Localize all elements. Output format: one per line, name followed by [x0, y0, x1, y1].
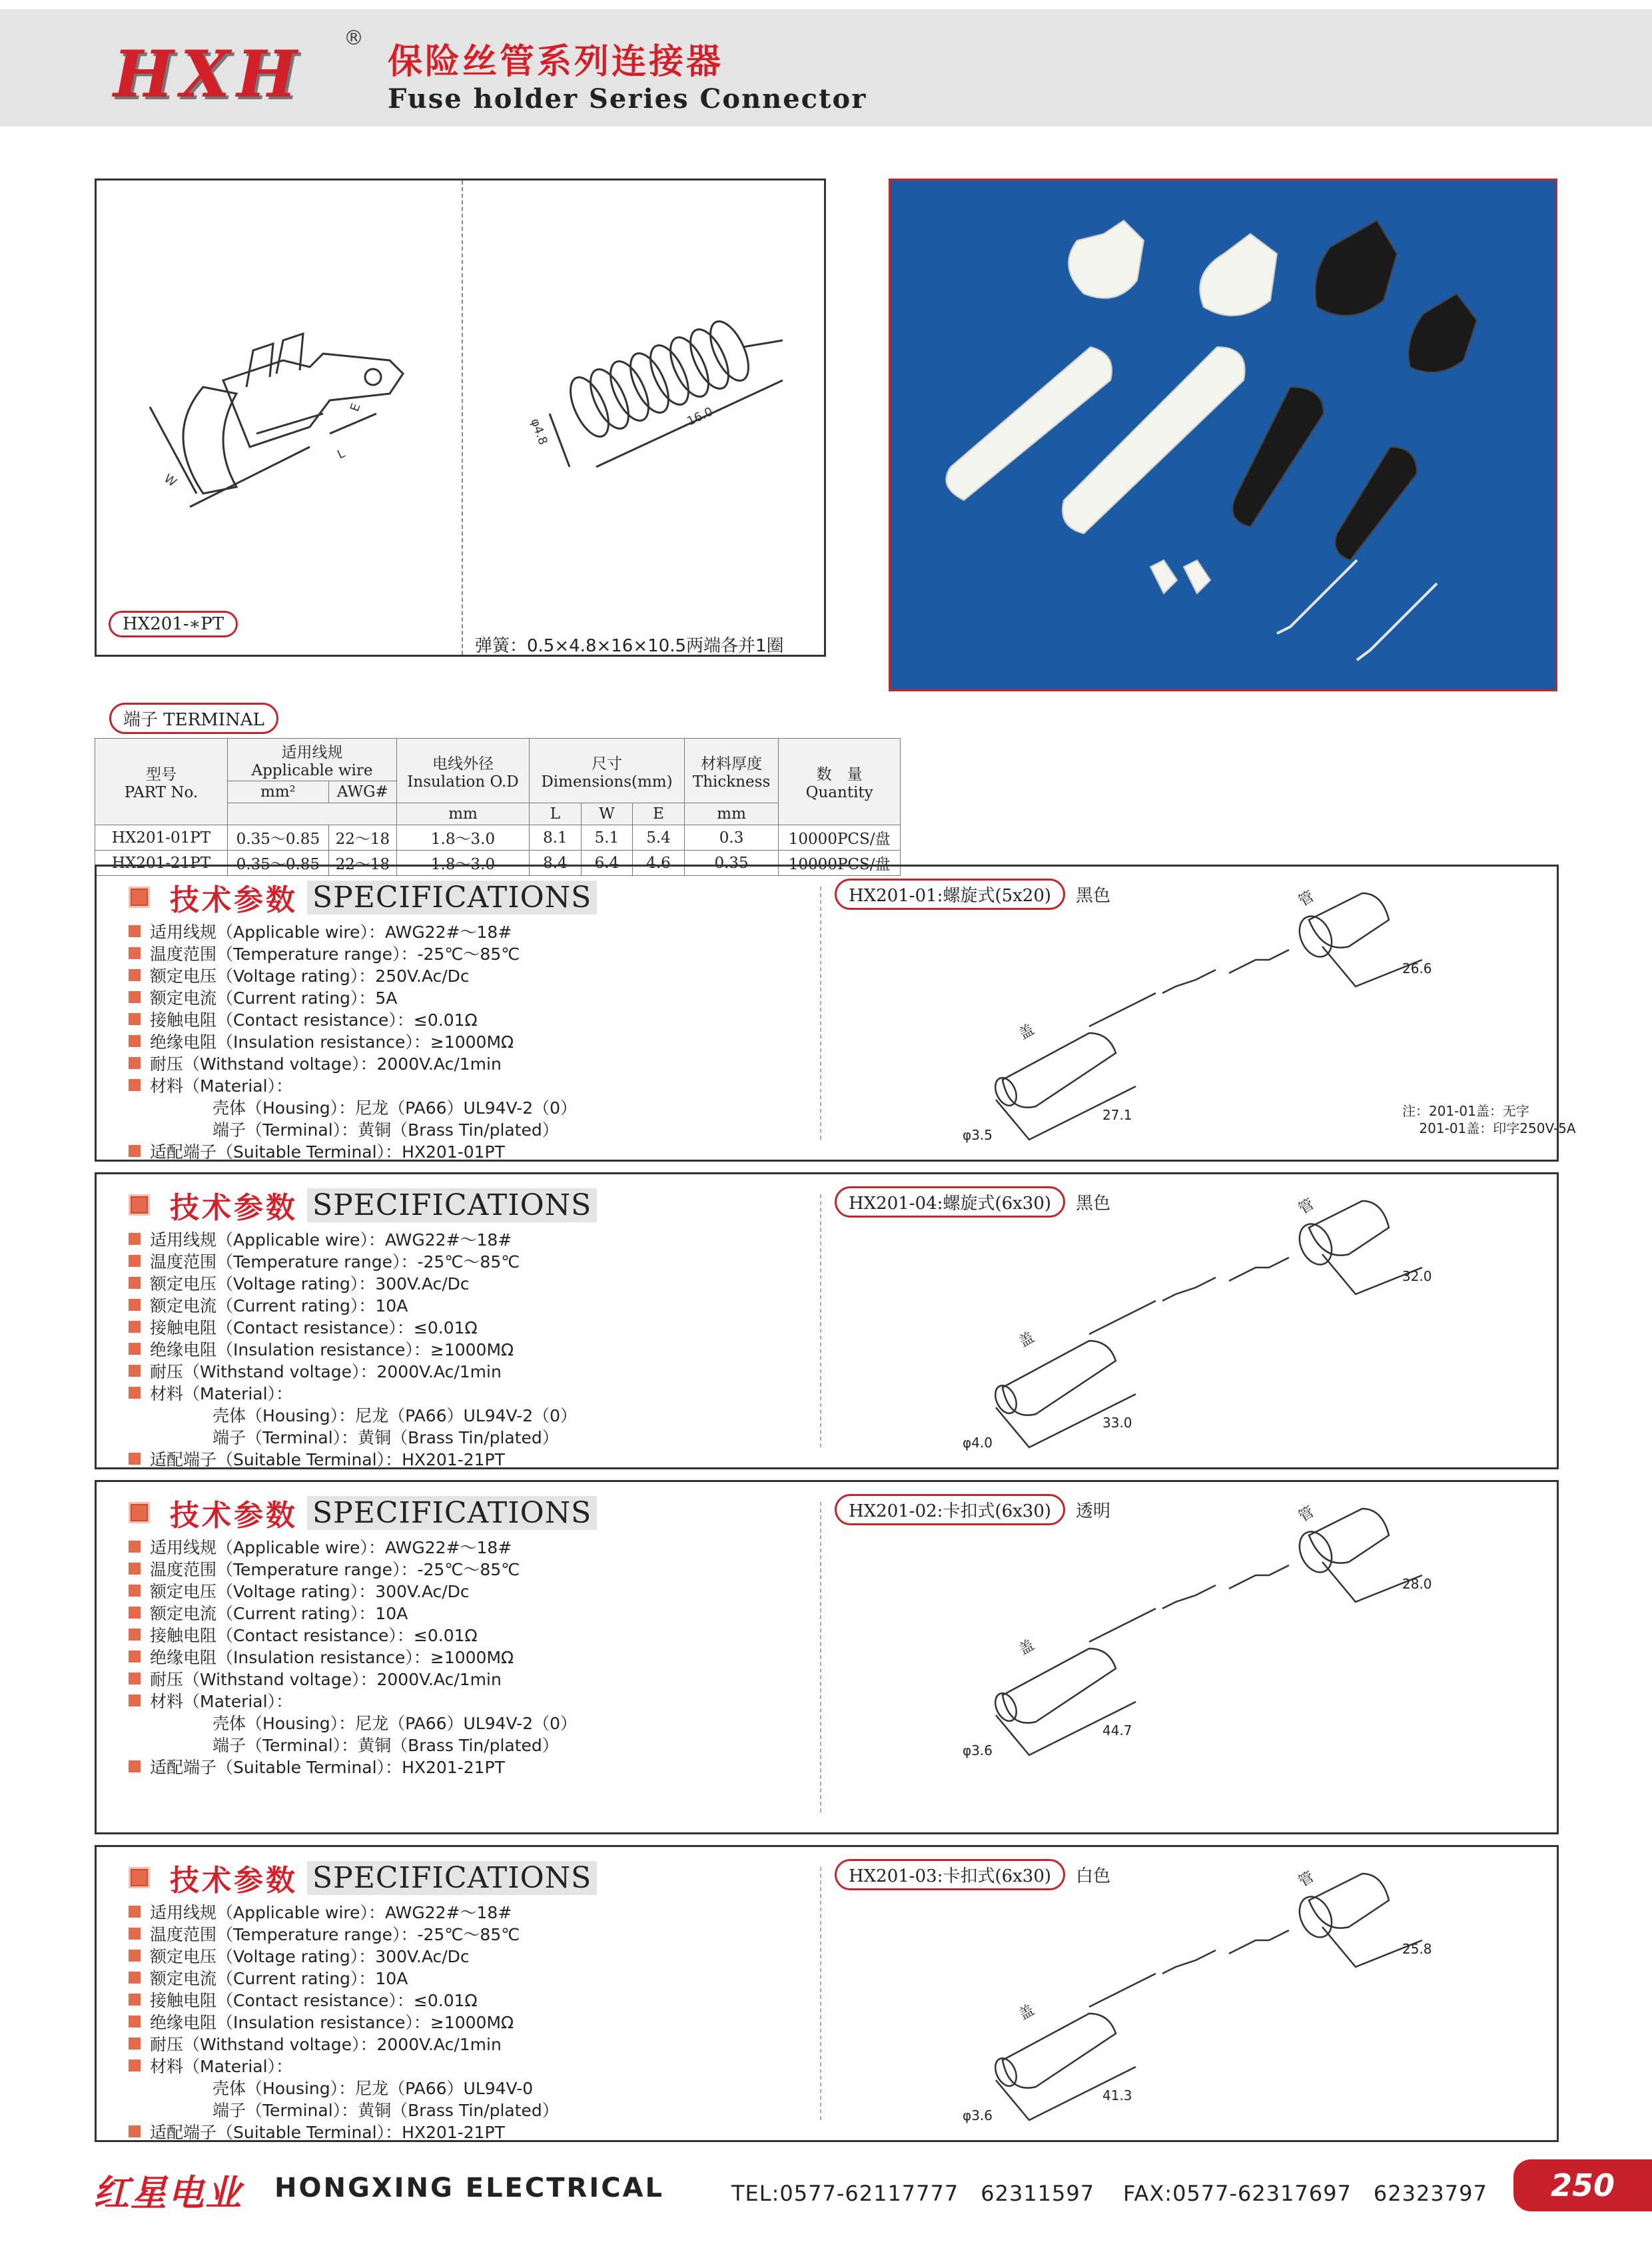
spec-row [129, 1008, 577, 1030]
spec-row-text: 适用线规（Applicable wire）：AWG22#～18# [150, 1902, 512, 1922]
spec-row-text: 端子（Terminal）：黄铜（Brass Tin/plated） [212, 1735, 559, 1755]
spec-row-text: 壳体（Housing）：尼龙（PA66）UL94V-2（0） [212, 1713, 578, 1733]
spec-row-text: 端子（Terminal）：黄铜（Brass Tin/plated） [212, 1427, 559, 1447]
square-bullet-icon [129, 1502, 150, 1523]
spec-row [129, 2120, 559, 2142]
bullet-icon [129, 1365, 141, 1377]
spec-row [129, 1359, 577, 1381]
spec-row-text: 额定电压（Voltage rating）：300V.Ac/Dc [150, 1274, 470, 1294]
bullet-icon [129, 1233, 141, 1245]
square-bullet-icon [129, 1194, 150, 1216]
spec-heading-cn: 技术参数 [170, 1499, 298, 1533]
spec-row [129, 986, 577, 1008]
dim-tube-length: 26.6 [1402, 960, 1432, 976]
spec-row [129, 1118, 577, 1140]
bullet-icon [129, 1079, 141, 1091]
cap-label: 盖 [1016, 2002, 1038, 2024]
cap-label: 盖 [1016, 1021, 1038, 1044]
bullet-icon [129, 1585, 141, 1597]
col-dim-en: Dimensions(mm) [541, 773, 673, 791]
spec-divider [820, 1867, 821, 2120]
spec-row [129, 1074, 577, 1096]
spec-row-text: 绝缘电阻（Insulation resistance）：≥1000MΩ [150, 1647, 514, 1667]
spec-heading-en: SPECIFICATIONS [307, 881, 597, 915]
dim-cap-length: 33.0 [1102, 1415, 1132, 1431]
bullet-icon [129, 1145, 141, 1157]
col-thk-cn: 材料厚度 [701, 755, 763, 773]
bullet-icon [129, 947, 141, 959]
col-thk-unit: mm [684, 803, 779, 825]
col-awg: AWG# [328, 781, 396, 803]
spec-row [129, 1922, 559, 1944]
spec-heading [129, 1856, 597, 1899]
page-number: 250 [1513, 2159, 1652, 2211]
bullet-icon [129, 2125, 141, 2137]
dim-tube-length: 28.0 [1402, 1576, 1432, 1592]
spec-panel [95, 865, 1576, 1162]
spec-row-text: 壳体（Housing）：尼龙（PA66）UL94V-0 [212, 2078, 534, 2098]
cell-qty: 10000PCS/盘 [779, 825, 901, 851]
cell-awg: 22～18 [328, 851, 396, 876]
spec-row [129, 1425, 577, 1447]
spec-row [129, 1755, 577, 1777]
footer-brand-cn: 红星电业 [93, 2172, 242, 2214]
bullet-icon [129, 925, 141, 937]
spec-row [129, 1900, 559, 1922]
spec-heading-cn: 技术参数 [170, 1864, 298, 1898]
spec-row-text: 端子（Terminal）：黄铜（Brass Tin/plated） [212, 1120, 559, 1140]
brand-logo: HXH [113, 37, 304, 112]
spec-row-text: 材料（Material）： [150, 1383, 293, 1403]
spec-divider [820, 1194, 821, 1447]
square-bullet-icon [129, 1867, 150, 1888]
dim-cap-diameter: φ3.6 [963, 2107, 993, 2123]
col-od-en: Insulation O.D [407, 773, 519, 791]
bullet-icon [129, 1299, 141, 1311]
spec-row [129, 2032, 559, 2054]
page-title-en: Fuse holder Series Connector [388, 83, 867, 115]
tube-label: 管 [1296, 1196, 1318, 1218]
bullet-icon [129, 1453, 141, 1465]
footer-brand-en: HONGXING ELECTRICAL [274, 2173, 665, 2203]
spec-row [129, 2098, 559, 2120]
col-wire-cn: 适用线规 [281, 744, 343, 761]
bullet-icon [129, 1343, 141, 1355]
col-w: W [581, 803, 633, 825]
spec-row [129, 1403, 577, 1425]
terminal-table [95, 738, 901, 876]
bullet-icon [129, 1057, 141, 1069]
bullet-icon [129, 1928, 141, 1940]
footer-fax: FAX:0577-62317697 62323797 [1123, 2181, 1487, 2206]
exploded-view-drawing [923, 1860, 1495, 2131]
model-tag-label: HX201-03:卡扣式(6x30) [835, 1859, 1065, 1890]
dim-tube-length: 25.8 [1402, 1941, 1432, 1957]
spec-row-text: 温度范围（Temperature range）：-25℃～85℃ [150, 944, 520, 964]
cell-od: 1.8～3.0 [396, 825, 529, 851]
dim-l-label: L [335, 446, 348, 462]
drawings-divider [462, 181, 463, 655]
bullet-icon [129, 1906, 141, 1918]
spec-row-text: 壳体（Housing）：尼龙（PA66）UL94V-2（0） [212, 1098, 578, 1118]
spec-row [129, 1447, 577, 1469]
spec-row [129, 1623, 577, 1645]
bullet-icon [129, 1277, 141, 1289]
spec-row [129, 1988, 559, 2010]
spec-row [129, 1535, 577, 1557]
spec-row-text: 额定电流（Current rating）：5A [150, 988, 398, 1008]
bullet-icon [129, 2016, 141, 2028]
spec-row [129, 1250, 577, 1272]
model-tag-label: HX201-02:卡扣式(6x30) [835, 1494, 1065, 1525]
spec-row-text: 温度范围（Temperature range）：-25℃～85℃ [150, 1559, 520, 1579]
page-title-cn: 保险丝管系列连接器 [388, 42, 724, 82]
cell-od: 1.8～3.0 [396, 851, 529, 876]
spec-row-text: 接触电阻（Contact resistance）：≤0.01Ω [150, 1010, 478, 1030]
spec-row-text: 耐压（Withstand voltage）：2000V.Ac/1min [150, 1669, 502, 1689]
bullet-icon [129, 1541, 141, 1553]
spec-row [129, 1337, 577, 1359]
square-bullet-icon [129, 887, 150, 908]
spec-row-text: 额定电压（Voltage rating）：250V.Ac/Dc [150, 966, 470, 986]
spec-row-text: 额定电流（Current rating）：10A [150, 1603, 408, 1623]
bullet-icon [129, 1651, 141, 1663]
model-color: 黑色 [1076, 1194, 1111, 1214]
registered-mark: ® [344, 27, 364, 50]
spec-row-text: 接触电阻（Contact resistance）：≤0.01Ω [150, 1625, 478, 1645]
model-color: 白色 [1076, 1866, 1111, 1886]
col-l: L [530, 803, 582, 825]
product-photo [889, 179, 1557, 691]
spec-row-text: 壳体（Housing）：尼龙（PA66）UL94V-2（0） [212, 1405, 578, 1425]
footer-tel: TEL:0577-62117777 62311597 [731, 2181, 1095, 2206]
model-tag-label: HX201-04:螺旋式(6x30) [835, 1186, 1065, 1218]
spec-row-text: 材料（Material）： [150, 1076, 293, 1096]
spec-row [129, 1228, 577, 1250]
dim-w-label: W [161, 471, 179, 490]
spec-row-text: 温度范围（Temperature range）：-25℃～85℃ [150, 1924, 520, 1944]
dim-cap-length: 27.1 [1102, 1107, 1132, 1123]
spec-row [129, 2054, 559, 2076]
col-dim-cn: 尺寸 [591, 755, 622, 773]
bullet-icon [129, 1607, 141, 1619]
cell-e: 5.4 [633, 825, 685, 851]
col-od-unit: mm [396, 803, 529, 825]
bullet-icon [129, 1321, 141, 1333]
spec-heading-cn: 技术参数 [170, 883, 298, 917]
spec-row-text: 绝缘电阻（Insulation resistance）：≥1000MΩ [150, 2012, 514, 2032]
cell-l: 8.1 [530, 825, 582, 851]
spec-row [129, 1381, 577, 1403]
spec-row-text: 材料（Material）： [150, 2056, 293, 2076]
exploded-view-drawing [923, 1495, 1495, 1823]
spec-row-text: 接触电阻（Contact resistance）：≤0.01Ω [150, 1317, 478, 1337]
spec-row-text: 耐压（Withstand voltage）：2000V.Ac/1min [150, 1361, 502, 1381]
spec-row-text: 额定电压（Voltage rating）：300V.Ac/Dc [150, 1946, 470, 1966]
spec-rows [129, 1228, 577, 1469]
spec-row [129, 1140, 577, 1162]
spec-row-text: 耐压（Withstand voltage）：2000V.Ac/1min [150, 2034, 502, 2054]
spec-row [129, 1601, 577, 1623]
col-mm2: mm² [228, 781, 329, 803]
terminal-model-label: HX201-∗PT [109, 611, 238, 637]
spec-heading-en: SPECIFICATIONS [307, 1188, 597, 1222]
spring-caption: 弹簧：0.5×4.8×16×10.5两端各并1圈 [475, 636, 784, 656]
spec-rows [129, 1900, 559, 2142]
bullet-icon [129, 1972, 141, 1984]
cap-label: 盖 [1016, 1329, 1038, 1351]
spec-row [129, 1557, 577, 1579]
tube-label: 管 [1296, 888, 1318, 911]
spec-row [129, 920, 577, 942]
bullet-icon [129, 2038, 141, 2050]
spec-row [129, 1689, 577, 1711]
spec-row-text: 适用线规（Applicable wire）：AWG22#～18# [150, 1537, 512, 1557]
spec-row-text: 适配端子（Suitable Terminal）：HX201-21PT [150, 1757, 505, 1777]
col-part-en: PART No. [124, 784, 199, 801]
spec-row-text: 额定电流（Current rating）：10A [150, 1296, 408, 1315]
cell-part: HX201-21PT [95, 851, 228, 876]
cell-mm2: 0.35～0.85 [228, 851, 329, 876]
tube-label: 管 [1296, 1868, 1318, 1891]
spec-row-text: 适配端子（Suitable Terminal）：HX201-21PT [150, 2122, 505, 2142]
spec-row [129, 1944, 559, 1966]
spec-rows [129, 1535, 577, 1777]
bullet-icon [129, 2059, 141, 2071]
spec-row [129, 942, 577, 964]
bullet-icon [129, 1629, 141, 1641]
dim-cap-diameter: φ3.6 [963, 1742, 993, 1758]
spec-row [129, 964, 577, 986]
spec-row [129, 1294, 577, 1315]
cell-part: HX201-01PT [95, 825, 228, 851]
bullet-icon [129, 1673, 141, 1684]
model-color: 黑色 [1076, 886, 1111, 906]
spec-row-text: 材料（Material）： [150, 1691, 293, 1711]
col-thk-en: Thickness [692, 773, 771, 791]
spec-row [129, 1579, 577, 1601]
spec-row-text: 耐压（Withstand voltage）：2000V.Ac/1min [150, 1054, 502, 1074]
spec-row [129, 2010, 559, 2032]
spec-row-text: 额定电流（Current rating）：10A [150, 1968, 408, 1988]
cell-w: 6.4 [581, 851, 633, 876]
spec-divider [820, 1502, 821, 1812]
dim-cap-diameter: φ3.5 [963, 1127, 993, 1143]
dim-tube-length: 32.0 [1402, 1268, 1432, 1284]
spec-heading-cn: 技术参数 [170, 1191, 298, 1225]
spec-row-text: 适用线规（Applicable wire）：AWG22#～18# [150, 1230, 512, 1250]
spec-panel [95, 1845, 1559, 2142]
col-wire-en: Applicable wire [251, 762, 373, 779]
spec-heading [129, 876, 597, 919]
col-qty-cn: 数 量 [816, 766, 863, 783]
dim-e-label: E [347, 401, 364, 414]
spring-dia-label: φ4.8 [528, 416, 550, 447]
spec-panel [95, 1480, 1559, 1834]
spec-row-text: 额定电压（Voltage rating）：300V.Ac/Dc [150, 1581, 470, 1601]
cell-w: 5.1 [581, 825, 633, 851]
bullet-icon [129, 1387, 141, 1399]
spec-row [129, 1030, 577, 1052]
spring-len-label: 16.0 [685, 404, 715, 429]
spec-row-text: 接触电阻（Contact resistance）：≤0.01Ω [150, 1990, 478, 2010]
col-e: E [633, 803, 685, 825]
bullet-icon [129, 991, 141, 1003]
spec-row-text: 温度范围（Temperature range）：-25℃～85℃ [150, 1252, 520, 1272]
cell-awg: 22～18 [328, 825, 396, 851]
spec-row [129, 1733, 577, 1755]
spec-row-text: 适用线规（Applicable wire）：AWG22#～18# [150, 922, 512, 942]
drawings-box [95, 179, 826, 657]
spring-drawing [470, 247, 816, 580]
spec-heading [129, 1184, 597, 1226]
spec-row-text: 绝缘电阻（Insulation resistance）：≥1000MΩ [150, 1339, 514, 1359]
bullet-icon [129, 1994, 141, 2006]
spec-row [129, 1711, 577, 1733]
spec-row-text: 端子（Terminal）：黄铜（Brass Tin/plated） [212, 2100, 559, 2120]
spec-row [129, 1667, 577, 1689]
cell-qty: 10000PCS/盘 [779, 851, 901, 876]
col-part-cn: 型号 [146, 766, 177, 783]
col-od-cn: 电线外径 [432, 755, 494, 773]
spec-heading-en: SPECIFICATIONS [307, 1861, 597, 1895]
tube-label: 管 [1296, 1503, 1318, 1526]
bullet-icon [129, 1035, 141, 1047]
cell-thk: 0.3 [684, 825, 779, 851]
model-tag-label: HX201-01:螺旋式(5x20) [835, 879, 1065, 910]
exploded-view-drawing [923, 1188, 1495, 1458]
spec-row [129, 1096, 577, 1118]
bullet-icon [129, 1013, 141, 1025]
table-row [95, 825, 901, 851]
spec-note: 注：201-01盖：无字 201-01盖：印字250V-5A [1402, 1103, 1576, 1136]
bullet-icon [129, 1950, 141, 1962]
bullet-icon [129, 1694, 141, 1706]
spec-row [129, 2076, 559, 2098]
bullet-icon [129, 1563, 141, 1575]
bullet-icon [129, 1760, 141, 1772]
spec-row [129, 1966, 559, 1988]
terminal-section-title: 端子 TERMINAL [109, 703, 278, 734]
cell-e: 4.6 [633, 851, 685, 876]
cell-thk: 0.35 [684, 851, 779, 876]
dim-cap-length: 44.7 [1102, 1722, 1132, 1738]
cell-l: 8.4 [530, 851, 582, 876]
dim-cap-diameter: φ4.0 [963, 1435, 993, 1451]
spec-row-text: 适配端子（Suitable Terminal）：HX201-21PT [150, 1449, 505, 1469]
spec-heading-en: SPECIFICATIONS [307, 1496, 597, 1530]
spec-row [129, 1645, 577, 1667]
bullet-icon [129, 1255, 141, 1267]
spec-row [129, 1315, 577, 1337]
spec-panel [95, 1172, 1559, 1469]
product-photo-art [891, 181, 1557, 691]
terminal-drawing [110, 234, 456, 607]
spec-rows [129, 920, 577, 1162]
cell-mm2: 0.35～0.85 [228, 825, 329, 851]
spec-row-text: 绝缘电阻（Insulation resistance）：≥1000MΩ [150, 1032, 514, 1052]
spec-heading [129, 1491, 597, 1534]
spec-row [129, 1052, 577, 1074]
dim-cap-length: 41.3 [1102, 2087, 1132, 2103]
bullet-icon [129, 969, 141, 981]
spec-row-text: 适配端子（Suitable Terminal）：HX201-01PT [150, 1142, 505, 1162]
spec-divider [820, 887, 821, 1140]
cap-label: 盖 [1016, 1637, 1038, 1659]
col-qty-en: Quantity [805, 784, 873, 801]
model-color: 透明 [1076, 1501, 1111, 1521]
spec-row [129, 1272, 577, 1294]
